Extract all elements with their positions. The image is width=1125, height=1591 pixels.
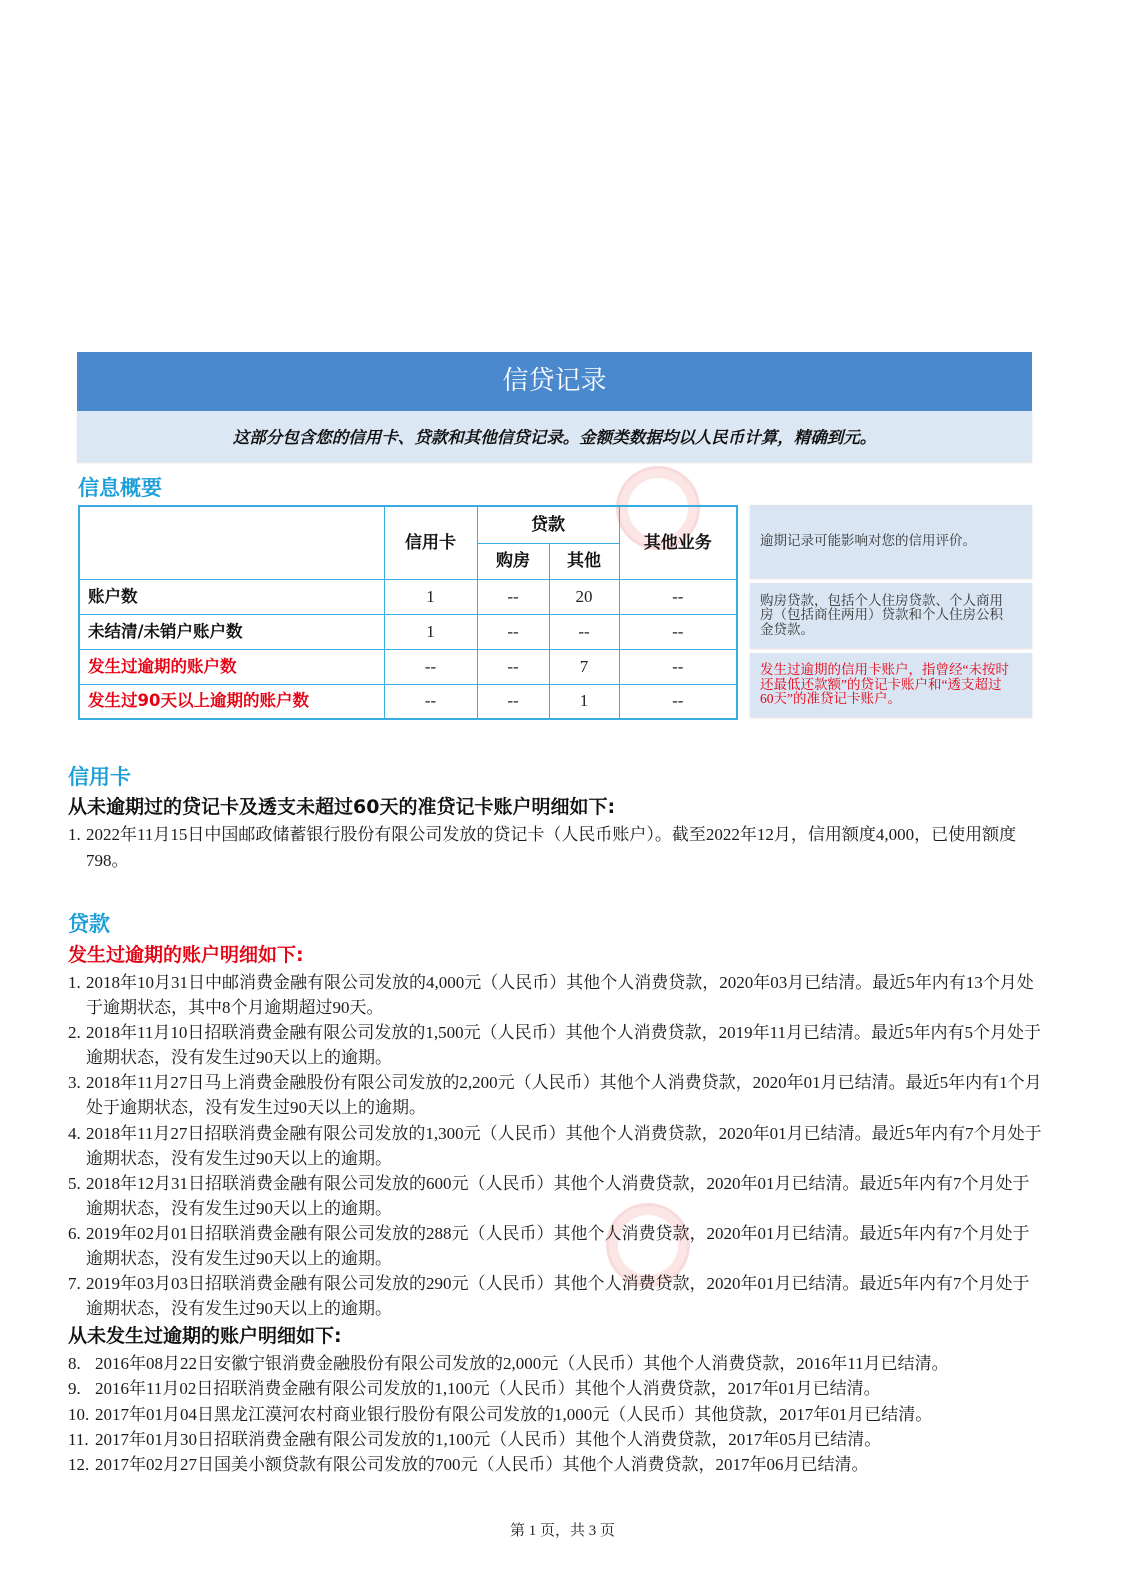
cell-housing: -- — [477, 684, 549, 719]
item-text: 2019年03月03日招联消费金融有限公司发放的290元（人民币）其他个人消费贷款，2020年01月已结清。最近5年内有7个月处于逾期状态，没有发生过90天以上的逾期。 — [86, 1274, 1030, 1319]
table-header-row — [79, 506, 737, 543]
item-text: 2018年11月27日招联消费金融有限公司发放的1,300元（人民币）其他个人消费贷款，2020年01月已结清。最近5年内有7个月处于逾期状态，没有发生过90天以上的逾期。 — [86, 1123, 1042, 1168]
item-text: 2016年11月02日招联消费金融有限公司发放的1,100元（人民币）其他个人消费贷款，2017年01月已结清。 — [95, 1379, 881, 1399]
clean-loan-item — [68, 1452, 1045, 1477]
row-label: 发生过逾期的账户数 — [79, 649, 384, 684]
row-label: 发生过90天以上逾期的账户数 — [79, 684, 384, 719]
overdue-loan-item — [68, 1121, 1045, 1171]
overdue-loan-item — [68, 1171, 1045, 1221]
item-text: 2022年11月15日中国邮政储蓄银行股份有限公司发放的贷记卡（人民币账户）。截至2022年12月，信用额度4,000，已使用额度798。 — [86, 825, 1017, 870]
item-number: 1. — [68, 973, 81, 992]
item-text: 2018年11月27日马上消费金融股份有限公司发放的2,200元（人民币）其他个人消费贷款，2020年01月已结清。最近5年内有1个月处于逾期状态，没有发生过90天以上的逾期。 — [86, 1073, 1042, 1118]
overdue-loan-item — [68, 1271, 1045, 1321]
clean-loan-item — [68, 1402, 1045, 1427]
item-number: 12. — [68, 1454, 90, 1474]
page-footer: 第 1 页，共 3 页 — [509, 1523, 615, 1539]
item-text: 2018年11月10日招联消费金融有限公司发放的1,500元（人民币）其他个人消费贷款，2019年11月已结清。最近5年内有5个月处于逾期状态，没有发生过90天以上的逾期。 — [86, 1023, 1041, 1068]
header-blank-cell — [79, 506, 384, 579]
clean-group-title: 从未发生过逾期的账户明细如下: — [68, 1325, 342, 1348]
item-number: 11. — [68, 1429, 89, 1449]
item-number: 10. — [68, 1404, 90, 1424]
cell-other: 20 — [549, 579, 619, 614]
cell-credit-card: -- — [384, 649, 477, 684]
item-text: 2019年02月01日招联消费金融有限公司发放的288元（人民币）其他个人消费贷款，2020年01月已结清。最近5年内有7个月处于逾期状态，没有发生过90天以上的逾期。 — [86, 1223, 1030, 1269]
cell-other: 7 — [549, 649, 619, 684]
cell-housing: -- — [477, 579, 549, 614]
credit-card-group-title: 从未逾期过的贷记卡及透支未超过60天的准贷记卡账户明细如下: — [68, 796, 616, 818]
overdue-loan-item — [68, 1221, 1045, 1271]
cell-other-business: -- — [619, 579, 737, 614]
clean-loan-item — [68, 1351, 1045, 1376]
item-number: 7. — [68, 1274, 81, 1294]
cell-credit-card: 1 — [384, 614, 477, 649]
cell-other-business: -- — [619, 614, 737, 649]
note-box — [750, 583, 1032, 648]
note-text: 逾期记录可能影响对您的信用评价。 — [760, 533, 976, 549]
summary-notes — [750, 505, 1032, 717]
item-number: 1. — [68, 825, 81, 844]
overdue-loan-item — [68, 970, 1045, 1020]
column-header-loan: 贷款 — [477, 506, 619, 543]
table-row — [79, 684, 737, 719]
item-text: 2018年10月31日中邮消费金融有限公司发放的4,000元（人民币）其他个人消费贷款，2020年03月已结清。最近5年内有13个月处于逾期状态，其中8个月逾期超过90天。 — [86, 973, 1034, 1018]
loan-heading: 贷款 — [68, 912, 110, 936]
item-text: 2016年08月22日安徽宁银消费金融股份有限公司发放的2,000元（人民币）其他个人消费贷款，2016年11月已结清。 — [95, 1354, 949, 1374]
overdue-loan-item — [68, 1070, 1045, 1120]
column-header-housing: 购房 — [477, 543, 549, 579]
row-label: 未结清/未销户账户数 — [79, 614, 384, 649]
overdue-loan-item — [68, 1020, 1045, 1070]
credit-card-section — [68, 763, 1045, 874]
credit-card-item — [68, 822, 1045, 874]
cell-other: 1 — [549, 684, 619, 719]
item-number: 5. — [68, 1173, 81, 1193]
column-header-credit-card: 信用卡 — [384, 506, 477, 579]
cell-other-business: -- — [619, 684, 737, 719]
column-header-other-business: 其他业务 — [619, 506, 737, 579]
item-text: 2017年02月27日国美小额贷款有限公司发放的700元（人民币）其他个人消费贷款，2017年06月已结清。 — [95, 1454, 869, 1474]
table-row — [79, 614, 737, 649]
clean-loan-item — [68, 1427, 1045, 1452]
item-number: 9. — [68, 1379, 81, 1399]
summary-heading: 信息概要 — [78, 476, 162, 500]
item-text: 2017年01月04日黑龙江漠河农村商业银行股份有限公司发放的1,000元（人民币）其他贷款，2017年01月已结清。 — [95, 1404, 933, 1424]
summary-table — [78, 505, 738, 720]
loan-section — [68, 910, 1045, 1477]
cell-other-business: -- — [619, 649, 737, 684]
column-header-other: 其他 — [549, 543, 619, 579]
item-number: 4. — [68, 1123, 81, 1143]
cell-credit-card: 1 — [384, 579, 477, 614]
item-number: 2. — [68, 1023, 81, 1043]
cell-housing: -- — [477, 649, 549, 684]
note-text: 购房贷款，包括个人住房贷款、个人商用房（包括商住两用）贷款和个人住房公积金贷款。 — [760, 592, 1003, 637]
item-text: 2018年12月31日招联消费金融有限公司发放的600元（人民币）其他个人消费贷款，2020年01月已结清。最近5年内有7个月处于逾期状态，没有发生过90天以上的逾期。 — [86, 1173, 1030, 1218]
item-number: 3. — [68, 1073, 81, 1093]
note-box — [750, 505, 1032, 578]
cell-housing: -- — [477, 614, 549, 649]
note-text: 发生过逾期的信用卡账户，指曾经“未按时还最低还款额”的贷记卡账户和“透支超过60天”的准贷记卡账户。 — [760, 662, 1009, 707]
item-number: 6. — [68, 1223, 81, 1243]
credit-card-heading: 信用卡 — [68, 765, 131, 789]
item-text: 2017年01月30日招联消费金融有限公司发放的1,100元（人民币）其他个人消费贷款，2017年05月已结清。 — [95, 1429, 882, 1449]
table-row — [79, 649, 737, 684]
section-intro: 这部分包含您的信用卡、贷款和其他信贷记录。金额类数据均以人民币计算，精确到元。 — [77, 411, 1032, 462]
row-label: 账户数 — [79, 579, 384, 614]
item-number: 8. — [68, 1354, 81, 1374]
cell-other: -- — [549, 614, 619, 649]
table-row — [79, 579, 737, 614]
note-box — [750, 653, 1032, 717]
section-title-banner: 信贷记录 — [77, 352, 1032, 411]
overdue-group-title: 发生过逾期的账户明细如下: — [68, 944, 304, 966]
cell-credit-card: -- — [384, 684, 477, 719]
clean-loan-item — [68, 1376, 1045, 1401]
